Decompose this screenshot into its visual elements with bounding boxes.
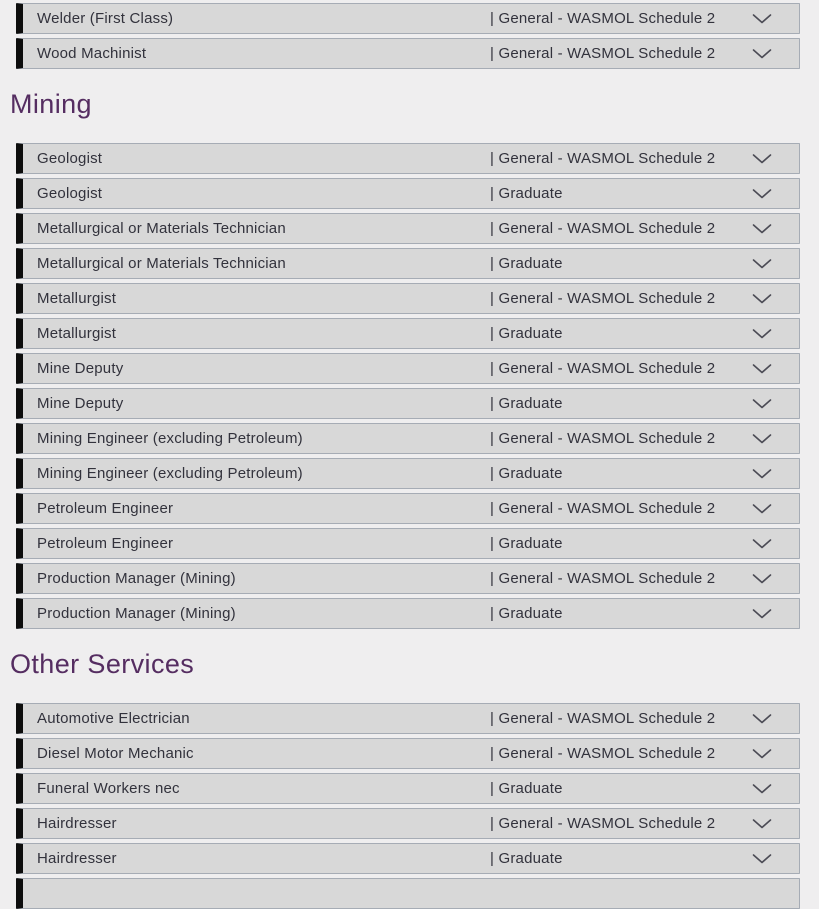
occupation-row[interactable] (16, 528, 800, 559)
occupation-row[interactable] (16, 808, 800, 839)
occupation-name: Geologist (37, 150, 103, 167)
occupation-row[interactable] (16, 143, 800, 174)
occupation-name: Mine Deputy (37, 360, 124, 377)
chevron-down-icon[interactable] (752, 504, 772, 514)
occupation-name: Diesel Motor Mechanic (37, 745, 194, 762)
occupation-row[interactable] (16, 38, 800, 69)
occupation-row[interactable] (16, 248, 800, 279)
occupation-stream: | Graduate (490, 780, 563, 797)
occupation-list (0, 3, 819, 909)
chevron-down-icon[interactable] (752, 469, 772, 479)
occupation-stream: | General - WASMOL Schedule 2 (490, 45, 716, 62)
occupation-row[interactable] (16, 563, 800, 594)
occupation-stream: | General - WASMOL Schedule 2 (490, 290, 716, 307)
occupation-stream: | General - WASMOL Schedule 2 (490, 745, 716, 762)
occupation-row[interactable] (16, 423, 800, 454)
occupation-name: Funeral Workers nec (37, 780, 180, 797)
occupation-name: Metallurgical or Materials Technician (37, 220, 286, 237)
occupation-stream: | Graduate (490, 255, 563, 272)
chevron-down-icon[interactable] (752, 49, 772, 59)
occupation-stream: | Graduate (490, 605, 563, 622)
occupation-row[interactable] (16, 3, 800, 34)
chevron-down-icon[interactable] (752, 784, 772, 794)
occupation-name: Mining Engineer (excluding Petroleum) (37, 430, 303, 447)
occupation-row[interactable] (16, 598, 800, 629)
occupation-stream: | Graduate (490, 325, 563, 342)
occupation-name: Mine Deputy (37, 395, 124, 412)
occupation-name: Petroleum Engineer (37, 500, 174, 517)
chevron-down-icon[interactable] (752, 329, 772, 339)
occupation-stream: | General - WASMOL Schedule 2 (490, 710, 716, 727)
occupation-row[interactable] (16, 178, 800, 209)
chevron-down-icon[interactable] (752, 574, 772, 584)
occupation-row[interactable] (16, 318, 800, 349)
occupation-stream: | General - WASMOL Schedule 2 (490, 430, 716, 447)
occupation-stream: | Graduate (490, 395, 563, 412)
occupation-stream: | Graduate (490, 185, 563, 202)
chevron-down-icon[interactable] (752, 189, 772, 199)
chevron-down-icon[interactable] (752, 539, 772, 549)
occupation-stream: | Graduate (490, 850, 563, 867)
occupation-stream: | General - WASMOL Schedule 2 (490, 220, 716, 237)
occupation-stream: | Graduate (490, 535, 563, 552)
occupation-row[interactable] (16, 703, 800, 734)
section-heading-other-services: Other Services (10, 649, 195, 679)
occupation-row[interactable] (16, 388, 800, 419)
chevron-down-icon[interactable] (752, 14, 772, 24)
occupation-name: Welder (First Class) (37, 10, 174, 27)
chevron-down-icon[interactable] (752, 714, 772, 724)
occupation-name: Mining Engineer (excluding Petroleum) (37, 465, 303, 482)
occupation-row[interactable] (16, 843, 800, 874)
chevron-down-icon[interactable] (752, 609, 772, 619)
chevron-down-icon[interactable] (752, 364, 772, 374)
occupation-section (0, 647, 819, 874)
occupation-stream: | Graduate (490, 465, 563, 482)
occupation-stream: | General - WASMOL Schedule 2 (490, 570, 716, 587)
occupation-row[interactable] (16, 458, 800, 489)
occupation-name: Petroleum Engineer (37, 535, 174, 552)
occupation-row[interactable] (16, 283, 800, 314)
occupation-name: Metallurgist (37, 325, 117, 342)
occupation-row-partial[interactable] (16, 878, 800, 909)
occupation-row[interactable] (16, 773, 800, 804)
chevron-down-icon[interactable] (752, 854, 772, 864)
chevron-down-icon[interactable] (752, 259, 772, 269)
occupation-section (0, 87, 819, 629)
occupation-stream: | General - WASMOL Schedule 2 (490, 150, 716, 167)
chevron-down-icon[interactable] (752, 399, 772, 409)
occupation-section (0, 3, 819, 69)
occupation-name: Geologist (37, 185, 103, 202)
chevron-down-icon[interactable] (752, 154, 772, 164)
occupation-row[interactable] (16, 738, 800, 769)
occupation-row[interactable] (16, 493, 800, 524)
chevron-down-icon[interactable] (752, 224, 772, 234)
occupation-name: Metallurgical or Materials Technician (37, 255, 286, 272)
occupation-name: Hairdresser (37, 850, 117, 867)
occupation-stream: | General - WASMOL Schedule 2 (490, 360, 716, 377)
chevron-down-icon[interactable] (752, 294, 772, 304)
occupation-name: Production Manager (Mining) (37, 570, 236, 587)
section-heading-mining: Mining (10, 89, 92, 119)
occupation-stream: | General - WASMOL Schedule 2 (490, 500, 716, 517)
occupation-name: Hairdresser (37, 815, 117, 832)
occupation-name: Metallurgist (37, 290, 117, 307)
occupation-stream: | General - WASMOL Schedule 2 (490, 10, 716, 27)
occupation-name: Wood Machinist (37, 45, 147, 62)
occupation-name: Automotive Electrician (37, 710, 190, 727)
occupation-row[interactable] (16, 353, 800, 384)
chevron-down-icon[interactable] (752, 819, 772, 829)
occupation-stream: | General - WASMOL Schedule 2 (490, 815, 716, 832)
chevron-down-icon[interactable] (752, 749, 772, 759)
occupation-name: Production Manager (Mining) (37, 605, 236, 622)
occupation-row[interactable] (16, 213, 800, 244)
chevron-down-icon[interactable] (752, 434, 772, 444)
